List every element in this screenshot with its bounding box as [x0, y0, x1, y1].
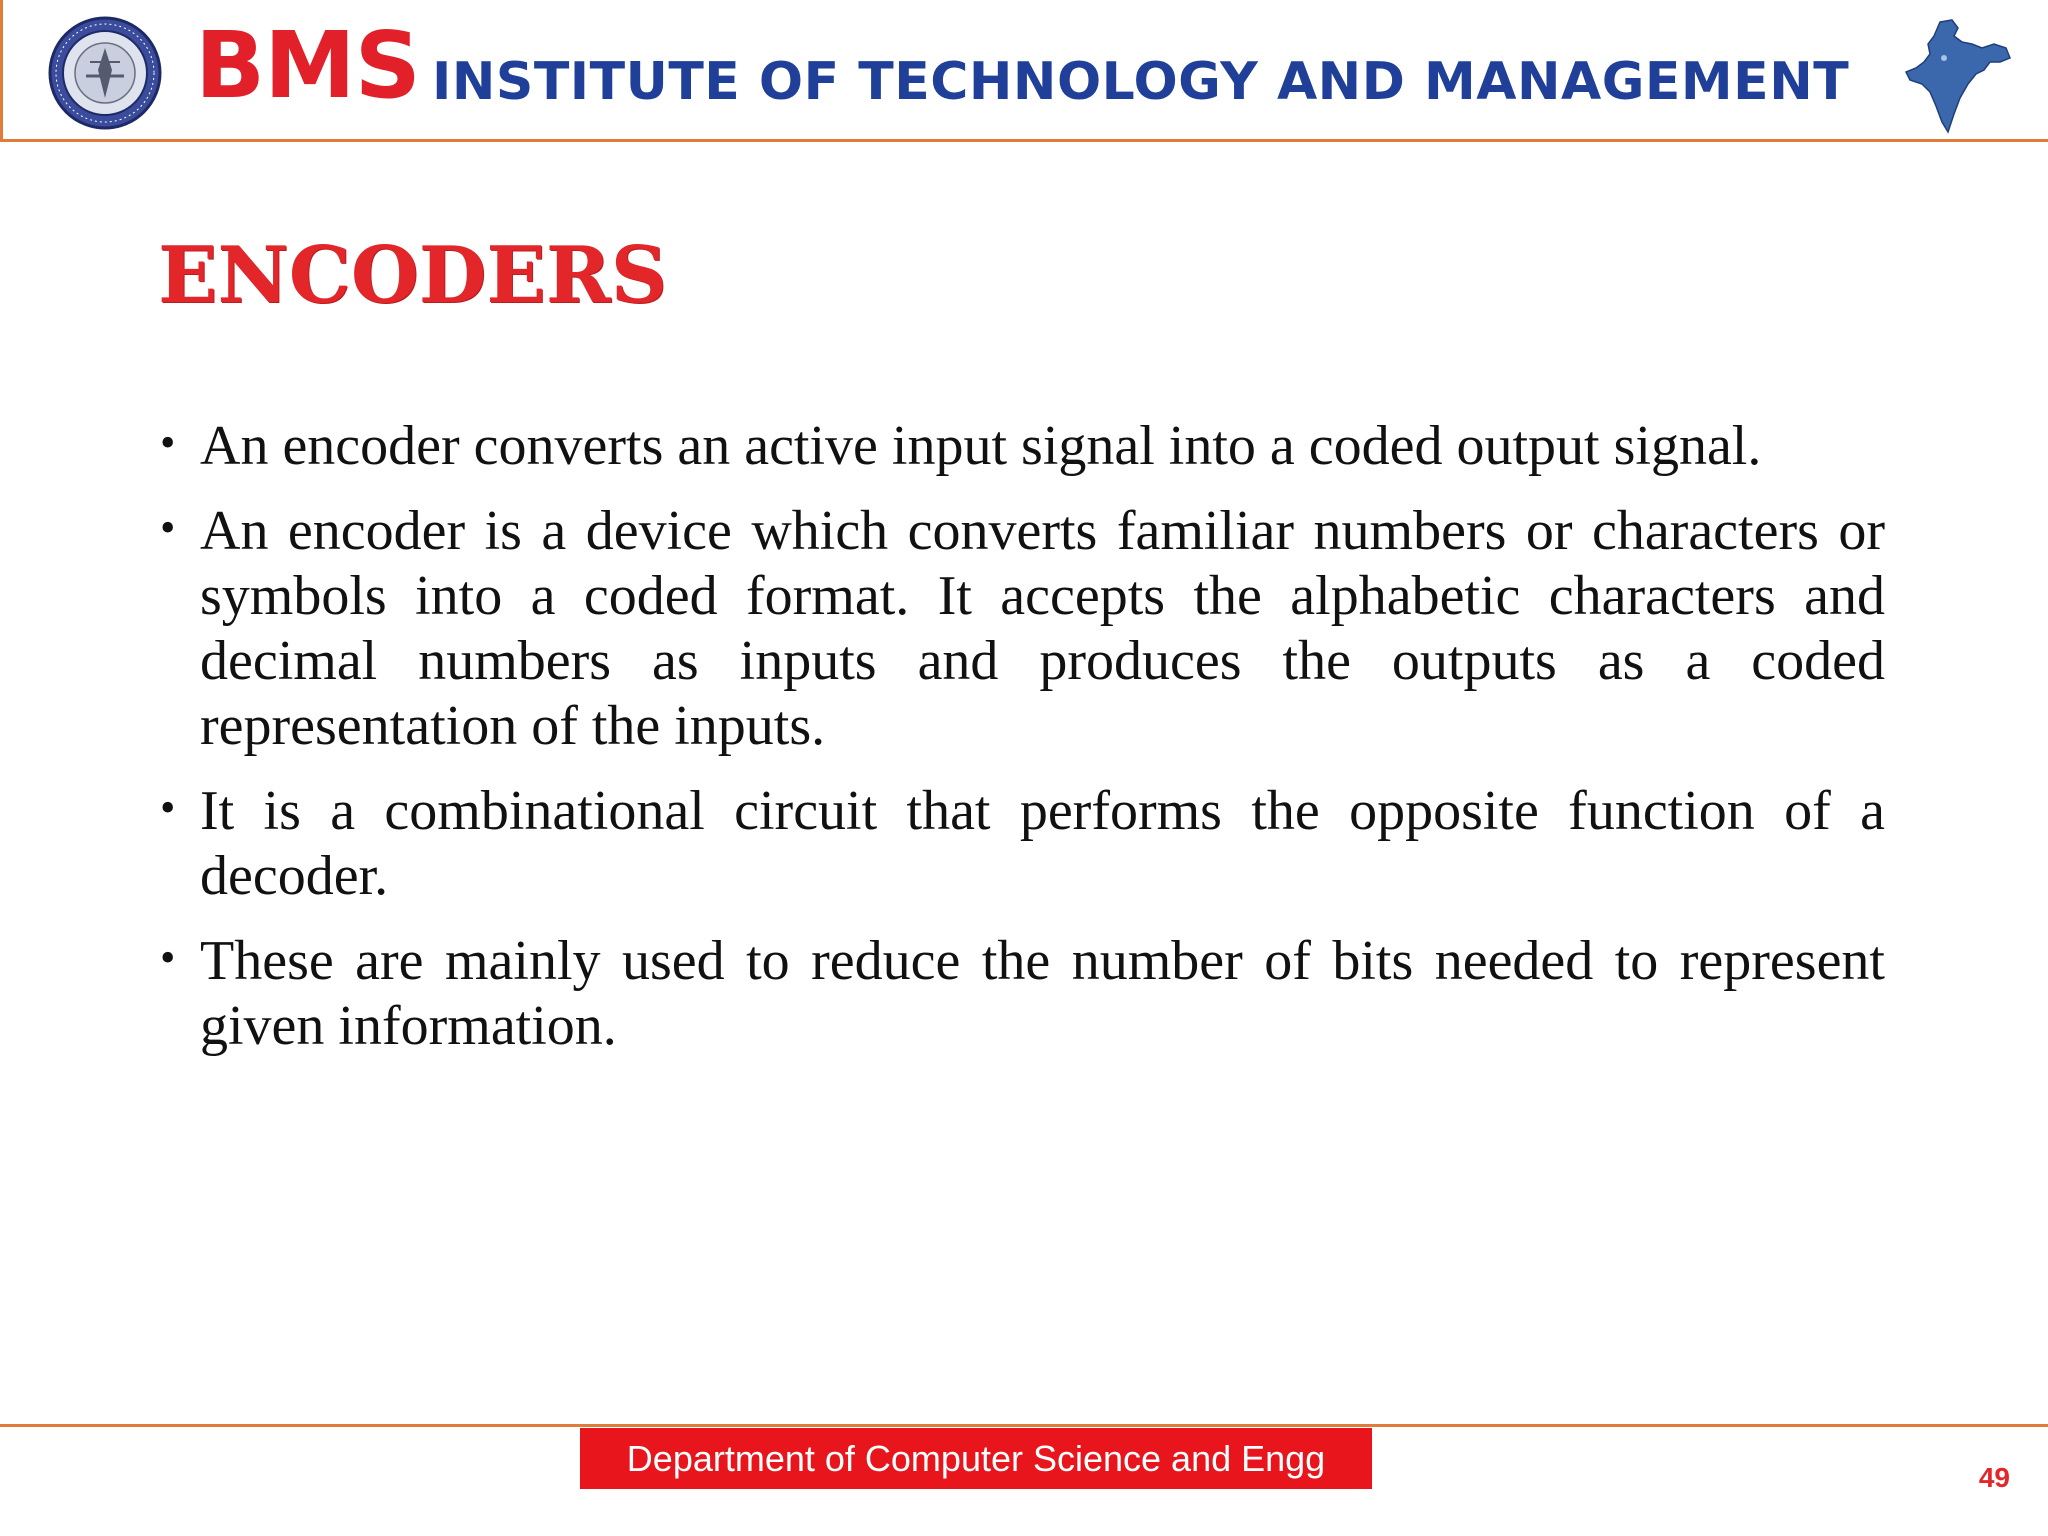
footer-rule: [0, 1424, 2048, 1427]
brand-full-name: INSTITUTE OF TECHNOLOGY AND MANAGEMENT: [432, 52, 1850, 112]
india-map-icon: [1902, 18, 2014, 136]
bullet-item: • An encoder converts an active input signal into a coded output signal.: [158, 414, 1885, 479]
page-number: 49: [1978, 1462, 2010, 1493]
slide-title: ENCODERS: [158, 230, 668, 321]
footer-department-label: Department of Computer Science and Engg: [580, 1428, 1372, 1489]
header-left-rule: [0, 0, 3, 142]
institute-seal-icon: [40, 14, 170, 132]
header-bar: [0, 0, 2048, 142]
brand-short-name: BMS: [195, 12, 420, 119]
bullet-item: • These are mainly used to reduce the number of bits needed to represent given information.: [158, 929, 1885, 1059]
bullet-item: • It is a combinational circuit that performs the opposite function of a decoder.: [158, 779, 1885, 909]
bullet-list: [158, 414, 1885, 1079]
bullet-item: • An encoder is a device which converts familiar numbers or characters or symbols into a coded format. It accepts the alphabetic characters and decimal numbers as inputs and produces the outputs as a coded representation of the inputs.: [158, 499, 1885, 759]
